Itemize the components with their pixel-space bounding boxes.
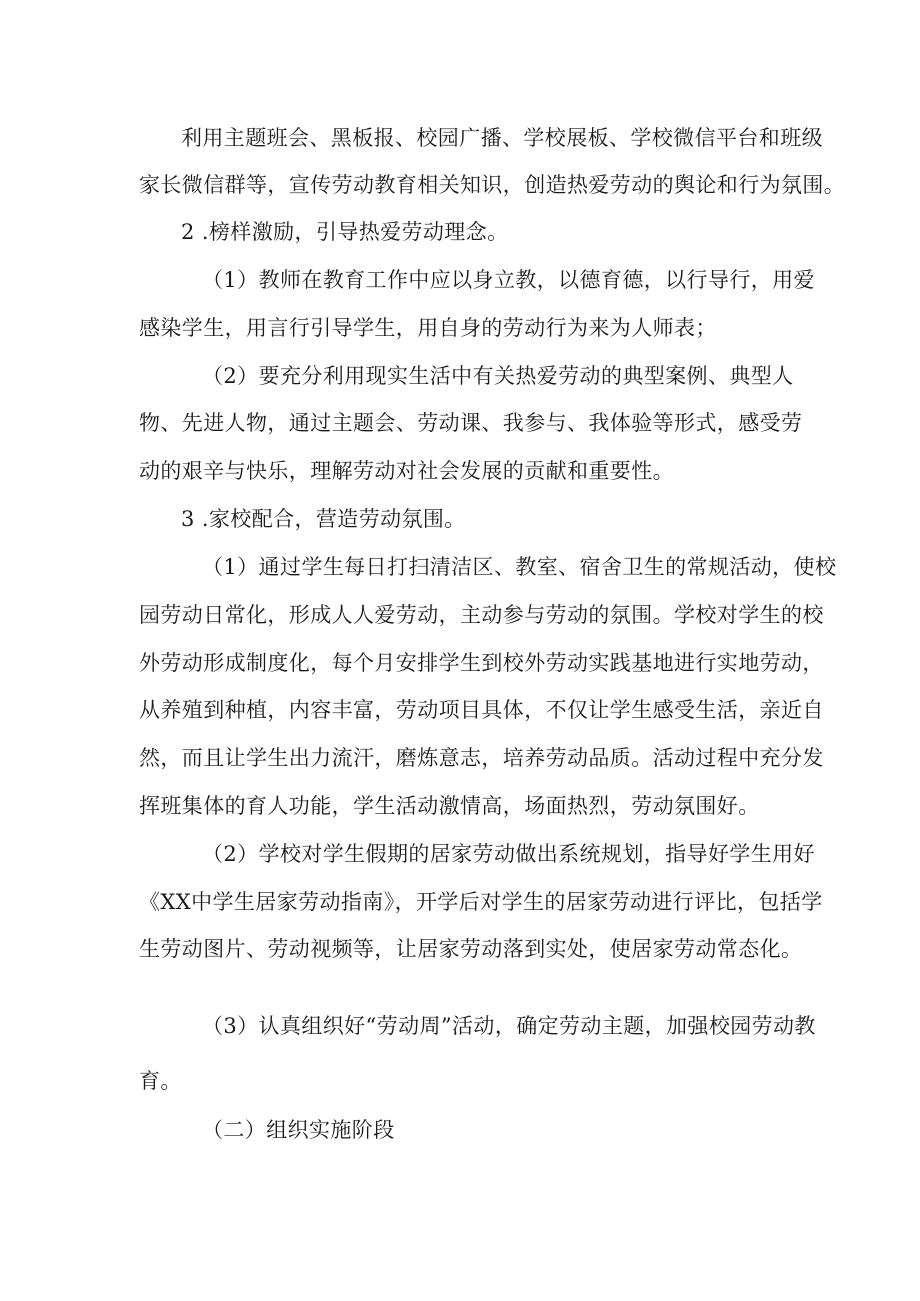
- text-line: 动的艰辛与快乐，理解劳动对社会发展的贡献和重要性。: [139, 459, 674, 483]
- text-line: （2）学校对学生假期的居家劳动做出系统规划，指导好学生用好: [202, 842, 815, 866]
- text-line: （1）通过学生每日打扫清洁区、教室、宿舍卫生的常规活动，使校: [202, 555, 837, 579]
- text-line: 感染学生，用言行引导学生，用自身的劳动行为来为人师表；: [139, 316, 717, 340]
- text-line: 《XX中学生居家劳动指南》，开学后对学生的居家劳动进行评比，包括学: [139, 890, 823, 914]
- text-line: 挥班集体的育人功能，学生活动激情高，场面热烈，劳动氛围好。: [139, 794, 760, 818]
- text-line: 园劳动日常化，形成人人爱劳动，主动参与劳动的氛围。学校对学生的校: [139, 603, 824, 627]
- text-line: 利用主题班会、黑板报、校园广播、学校展板、学校微信平台和班级: [181, 126, 823, 150]
- text-line: 然，而且让学生出力流汗，磨炼意志，培养劳动品质。活动过程中充分发: [139, 746, 824, 770]
- text-line: （1）教师在教育工作中应以身立教，以德育德，以行导行，用爱: [202, 268, 815, 292]
- text-line: 育。: [139, 1069, 182, 1093]
- section-heading: （二）组织实施阶段: [202, 1118, 395, 1142]
- text-line: 从养殖到种植，内容丰富，劳动项目具体，不仅让学生感受生活，亲近自: [139, 698, 824, 722]
- text-line: 3 .家校配合，营造劳动氛围。: [181, 507, 466, 531]
- text-line: （2）要充分利用现实生活中有关热爱劳动的典型案例、典型人: [202, 364, 794, 388]
- text-line: 物、先进人物，通过主题会、劳动课、我参与、我体验等形式，感受劳: [139, 411, 803, 435]
- text-line: 家长微信群等，宣传劳动教育相关知识，创造热爱劳动的舆论和行为氛围。: [139, 173, 846, 197]
- text-line: 生劳动图片、劳动视频等，让居家劳动落到实处，使居家劳动常态化。: [139, 937, 803, 961]
- text-line: 2 .榜样激励，引导热爱劳动理念。: [181, 220, 509, 244]
- text-line: （3）认真组织好“劳动周”活动，确定劳动主题，加强校园劳动教: [202, 1014, 816, 1038]
- text-line: 外劳动形成制度化，每个月安排学生到校外劳动实践基地进行实地劳动，: [139, 651, 824, 675]
